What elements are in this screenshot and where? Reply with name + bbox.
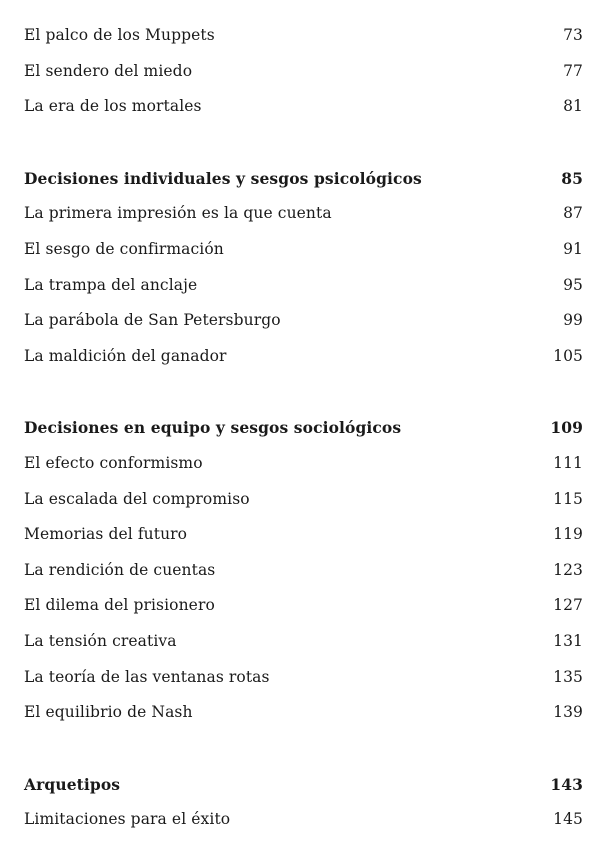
toc-entry[interactable] [24,268,583,304]
toc-entry[interactable] [24,196,583,232]
entry-title: Limitaciones para el éxito [24,810,231,829]
toc-entry[interactable] [24,89,583,125]
entry-title: La trampa del anclaje [24,275,198,294]
section-title: Arquetipos [24,774,121,794]
toc-entry[interactable] [24,303,583,339]
entry-page-number: 119 [553,525,583,544]
entry-page-number: 135 [553,667,583,686]
toc-entry[interactable] [24,446,583,482]
section-title: Decisiones individuales y sesgos psicológicos [24,168,422,188]
toc-entry[interactable] [24,588,583,624]
toc-entry[interactable] [24,232,583,268]
section-gap [24,731,583,767]
toc-entry[interactable] [24,482,583,518]
section-page-number: 143 [550,774,583,794]
section-page-number: 109 [550,418,583,438]
toc-entry[interactable] [24,802,583,838]
entry-page-number: 87 [563,204,583,223]
entry-page-number: 77 [563,61,583,80]
toc-entry[interactable] [24,660,583,696]
entry-title: La rendición de cuentas [24,560,216,579]
entry-page-number: 81 [563,97,583,116]
entry-page-number: 73 [563,26,583,44]
entry-page-number: 127 [553,596,583,615]
section-title: Decisiones en equipo y sesgos sociológicos [24,418,402,438]
entry-title: La primera impresión es la que cuenta [24,204,332,223]
entry-title: El palco de los Muppets [24,26,215,44]
entry-title: La era de los mortales [24,97,202,116]
toc-section-heading[interactable] [24,410,583,446]
section-gap [24,374,583,410]
entry-title: El dilema del prisionero [24,596,215,615]
toc-entry[interactable] [24,18,583,54]
entry-title: La tensión creativa [24,631,177,650]
section-gap [24,125,583,161]
entry-page-number: 123 [553,560,583,579]
section-page-number: 85 [561,168,583,188]
toc-entry[interactable] [24,695,583,731]
entry-title: El sesgo de confirmación [24,239,224,258]
toc-entry[interactable] [24,54,583,90]
toc-section-heading[interactable] [24,161,583,197]
entry-title: El sendero del miedo [24,61,193,80]
entry-page-number: 111 [553,453,583,472]
entry-page-number: 139 [553,703,583,722]
entry-page-number: 115 [553,489,583,508]
entry-page-number: 95 [563,275,583,294]
entry-title: Memorias del futuro [24,525,188,544]
toc-entry[interactable] [24,339,583,375]
entry-page-number: 131 [553,631,583,650]
entry-title: La parábola de San Petersburgo [24,311,281,330]
entry-title: La teoría de las ventanas rotas [24,667,270,686]
toc-section-heading[interactable] [24,767,583,803]
table-of-contents [24,18,583,838]
toc-entry[interactable] [24,517,583,553]
toc-entry[interactable] [24,553,583,589]
entry-title: La escalada del compromiso [24,489,250,508]
entry-title: El efecto conformismo [24,453,203,472]
entry-title: La maldición del ganador [24,346,227,365]
entry-page-number: 145 [553,810,583,829]
entry-page-number: 105 [553,346,583,365]
entry-page-number: 99 [563,311,583,330]
toc-entry[interactable] [24,624,583,660]
entry-page-number: 91 [563,239,583,258]
entry-title: El equilibrio de Nash [24,703,193,722]
